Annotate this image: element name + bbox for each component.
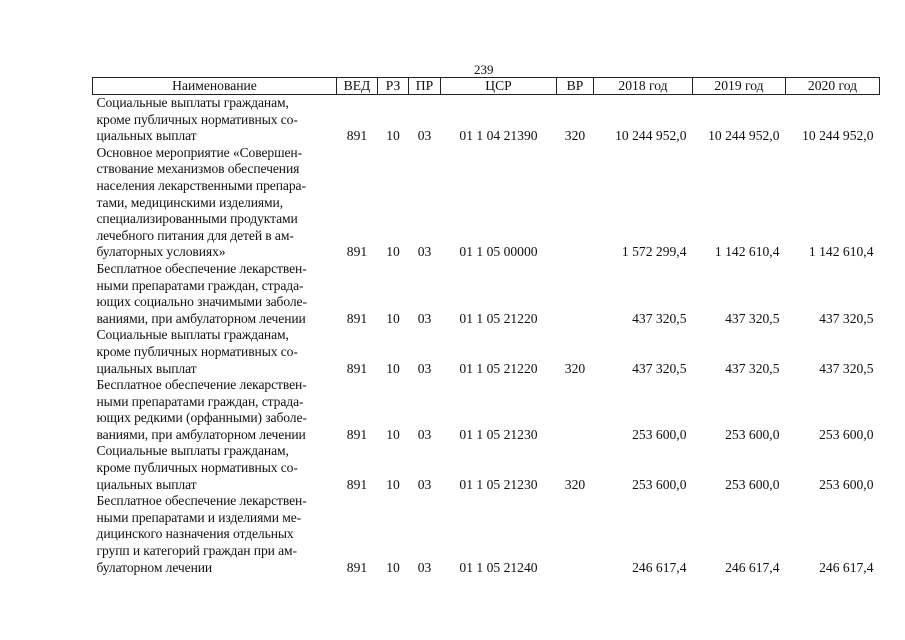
cell-vr (557, 377, 594, 443)
cell-rz: 10 (386, 310, 400, 326)
cell-vr (557, 493, 594, 576)
cell-2020: 437 320,5 (819, 310, 874, 326)
name-line: ющих редкими (орфанными) заболе- (96, 410, 307, 426)
cell-2018: 246 617,4 (632, 559, 687, 575)
cell-name (93, 377, 337, 443)
cell-2020: 1 142 610,4 (808, 244, 874, 260)
cell-2018: 10 244 952,0 (615, 128, 687, 144)
header-2020: 2020 год (786, 78, 880, 95)
name-line: циальных выплат (96, 128, 197, 144)
cell-ved: 891 (346, 559, 368, 575)
cell-rz: 10 (386, 360, 400, 376)
table-body (93, 95, 880, 577)
page-number: 239 (474, 62, 494, 77)
cell-vr: 320 (564, 128, 586, 144)
cell-pr: 03 (417, 360, 432, 376)
table-row (93, 443, 880, 493)
cell-2019: 1 142 610,4 (714, 244, 780, 260)
name-line: кроме публичных нормативных со- (96, 343, 298, 359)
header-2018: 2018 год (594, 78, 693, 95)
cell-pr: 03 (417, 476, 432, 492)
name-line: циальных выплат (96, 476, 197, 492)
name-line: булаторном лечении (96, 559, 213, 575)
name-line: ющих социально значимыми заболе- (96, 294, 307, 310)
cell-ved: 891 (346, 360, 368, 376)
name-line: ствование механизмов обеспечения (96, 161, 300, 177)
cell-2020: 437 320,5 (819, 360, 874, 376)
cell-csr: 01 1 04 21390 (459, 128, 538, 144)
name-line: ваниями, при амбулаторном лечении (96, 310, 306, 326)
cell-vr: 320 (564, 360, 586, 376)
cell-ved: 891 (346, 426, 368, 442)
cell-name (93, 443, 337, 493)
table-row (93, 145, 880, 261)
cell-2020: 253 600,0 (819, 426, 874, 442)
cell-rz: 10 (386, 559, 400, 575)
name-line: специализированными продуктами (96, 211, 298, 227)
name-line: ными препаратами и изделиями ме- (96, 509, 302, 525)
cell-2019: 246 617,4 (725, 559, 780, 575)
cell-ved: 891 (346, 128, 368, 144)
name-line: ными препаратами граждан, страда- (96, 277, 304, 293)
name-line: Социальные выплаты гражданам, (96, 327, 289, 343)
cell-name (93, 493, 337, 576)
table-row (93, 261, 880, 327)
cell-2019: 437 320,5 (725, 360, 780, 376)
name-line: ными препаратами граждан, страда- (96, 393, 304, 409)
header-vr: ВР (557, 78, 594, 95)
cell-2020: 253 600,0 (819, 476, 874, 492)
name-line: Бесплатное обеспечение лекарствен- (96, 493, 307, 509)
name-line: Социальные выплаты гражданам, (96, 95, 289, 110)
table-row (93, 95, 880, 145)
cell-2020: 10 244 952,0 (802, 128, 874, 144)
cell-name (93, 327, 337, 377)
name-line: циальных выплат (96, 360, 197, 376)
name-line: кроме публичных нормативных со- (96, 111, 298, 127)
cell-2019: 253 600,0 (725, 476, 780, 492)
cell-csr: 01 1 05 21230 (459, 426, 538, 442)
cell-csr: 01 1 05 21230 (459, 476, 538, 492)
name-line: групп и категорий граждан при ам- (96, 543, 297, 559)
cell-name (93, 261, 337, 327)
name-line: Бесплатное обеспечение лекарствен- (96, 260, 307, 276)
name-line: кроме публичных нормативных со- (96, 460, 298, 476)
cell-rz: 10 (386, 476, 400, 492)
cell-csr: 01 1 05 21220 (459, 310, 538, 326)
cell-vr: 320 (564, 476, 586, 492)
header-ved: ВЕД (337, 78, 378, 95)
cell-2018: 437 320,5 (632, 360, 687, 376)
cell-ved: 891 (346, 244, 368, 260)
cell-2019: 10 244 952,0 (708, 128, 780, 144)
cell-vr (557, 145, 594, 261)
cell-csr: 01 1 05 00000 (459, 244, 538, 260)
header-2019: 2019 год (693, 78, 786, 95)
name-line: населения лекарственными препара- (96, 177, 306, 193)
cell-rz: 10 (386, 426, 400, 442)
cell-csr: 01 1 05 21220 (459, 360, 538, 376)
name-line: дицинского назначения отдельных (96, 526, 294, 542)
table-row (93, 493, 880, 576)
cell-pr: 03 (417, 244, 432, 260)
header-pr: ПР (409, 78, 441, 95)
header-rz: РЗ (378, 78, 409, 95)
cell-pr: 03 (417, 426, 432, 442)
cell-2018: 437 320,5 (632, 310, 687, 326)
header-name: Наименование (93, 78, 337, 95)
name-line: лечебного питания для детей в ам- (96, 227, 294, 243)
name-line: булаторных условиях» (96, 244, 226, 260)
header-csr: ЦСР (441, 78, 557, 95)
cell-2019: 437 320,5 (725, 310, 780, 326)
cell-2018: 253 600,0 (632, 476, 687, 492)
cell-name (93, 95, 337, 145)
name-line: тами, медицинскими изделиями, (96, 194, 284, 210)
table-row (93, 327, 880, 377)
cell-2020: 246 617,4 (819, 559, 874, 575)
cell-2019: 253 600,0 (725, 426, 780, 442)
table-row (93, 377, 880, 443)
name-line: Бесплатное обеспечение лекарствен- (96, 377, 307, 393)
cell-name (93, 145, 337, 261)
cell-2018: 1 572 299,4 (621, 244, 687, 260)
name-line: Основное мероприятие «Совершен- (96, 144, 303, 160)
cell-pr: 03 (417, 310, 432, 326)
name-line: ваниями, при амбулаторном лечении (96, 426, 306, 442)
header-row (93, 78, 880, 95)
cell-vr (557, 261, 594, 327)
name-line: Социальные выплаты гражданам, (96, 443, 289, 459)
cell-2018: 253 600,0 (632, 426, 687, 442)
cell-pr: 03 (417, 559, 432, 575)
cell-ved: 891 (346, 476, 368, 492)
cell-ved: 891 (346, 310, 368, 326)
cell-rz: 10 (386, 244, 400, 260)
cell-pr: 03 (417, 128, 432, 144)
budget-table (92, 77, 880, 576)
cell-csr: 01 1 05 21240 (459, 559, 538, 575)
cell-rz: 10 (386, 128, 400, 144)
